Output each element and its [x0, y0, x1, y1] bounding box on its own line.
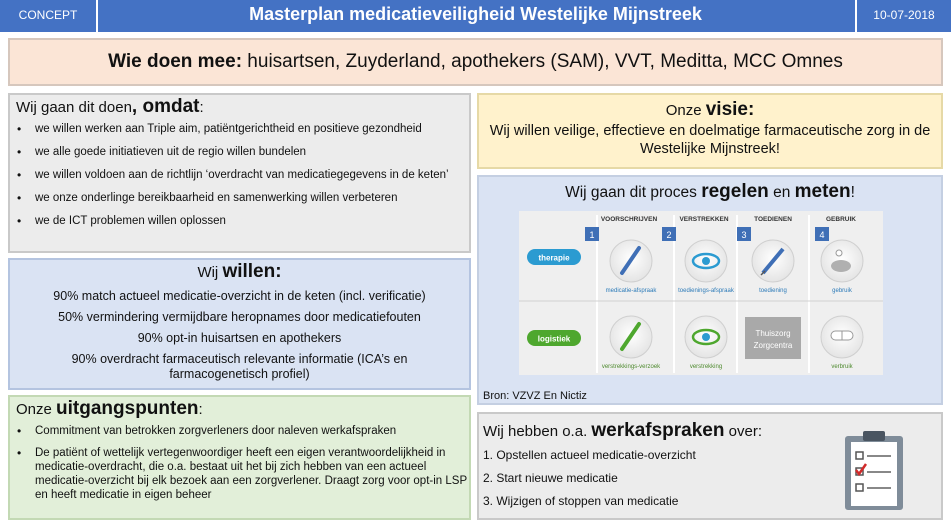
header-bar [0, 0, 951, 32]
list-item: 1. Opstellen actueel medicatie-overzicht [483, 448, 696, 462]
list-item: • we de ICT problemen willen oplossen [35, 214, 469, 228]
source-label: Bron: VZVZ En Nictiz [483, 390, 587, 402]
clipboard-checklist-icon [841, 428, 907, 512]
list-item: • we willen voldoen aan de richtlijn ‘overdracht van medicatiegegevens in de keten’ [35, 168, 469, 182]
cell-label: toedienings-afspraak [678, 288, 734, 294]
column-header: VERSTREKKEN [679, 216, 729, 223]
omdat-heading-post: : [199, 99, 204, 116]
goal-item: 90% opt-in huisartsen en apothekers [137, 331, 342, 345]
goal-item: 90% match actueel medicatie-overzicht in de keten (incl. verificatie) [53, 289, 426, 303]
process-diagram [479, 209, 941, 377]
date-label: 10-07-2018 [855, 0, 951, 32]
list-item: • we alle goede initiatieven uit de regio willen bundelen [35, 145, 469, 159]
proces-heading-mid: en [768, 184, 795, 201]
svg-text:Thuiszorg: Thuiszorg [755, 329, 791, 338]
column-header: VOORSCHRIJVEN [600, 216, 658, 223]
visie-heading [479, 99, 941, 121]
visie-box [477, 93, 943, 169]
pills-icon [821, 316, 863, 358]
willen-heading-pre: Wij [197, 264, 223, 281]
step-badge [815, 227, 829, 241]
cell-label: verstrekking [689, 364, 723, 370]
cell-label: medicatie-afspraak [605, 288, 657, 294]
proces-heading-pre: Wij gaan dit proces [565, 184, 702, 201]
list-item: • De patiënt of wettelijk vertegenwoordiger heeft een eigen verantwoordelijkheid in medicatie-overdracht, die o.a. bestaat uit het bij zich hebben van een actueel medicatie-overzicht bij elk bezoek aan een zorgverlener. Draagt zorg voor opt-in LSP en heeft medicatie in eigen beheer [35, 446, 469, 502]
proces-heading-bold-1: regelen [701, 181, 769, 202]
participants-box [8, 38, 943, 86]
proces-box [477, 175, 943, 405]
step-badge [662, 227, 676, 241]
werkafspraken-heading-bold: werkafspraken [591, 420, 725, 441]
column-header: GEBRUIK [826, 216, 856, 223]
row-label-logistiek [527, 330, 581, 346]
uitgangspunten-heading-pre: Onze [16, 401, 57, 418]
omdat-list [10, 122, 469, 228]
proces-heading-post: ! [850, 184, 855, 201]
goal-item: 90% overdracht farmaceutisch relevante informatie (ICA’s en farmacogenetisch profiel) [71, 352, 408, 381]
cell-label: toediening [759, 288, 787, 294]
visie-text: Wij willen veilige, effectieve en doelmatige farmaceutische zorg in de Westelijke Mijnstreek! [489, 123, 931, 157]
svg-text:2: 2 [666, 230, 672, 240]
uitgangspunten-heading-bold: uitgangspunten [56, 398, 199, 419]
list-item: 2. Start nieuwe medicatie [483, 471, 618, 485]
uitgangspunten-box [8, 395, 471, 520]
svg-text:1: 1 [589, 230, 595, 240]
participants-text: huisartsen, Zuyderland, apothekers (SAM), VVT, Meditta, MCC Omnes [242, 51, 843, 72]
omdat-heading-bold: , omdat [131, 96, 200, 117]
hand-pill-icon [821, 240, 863, 282]
svg-text:logistiek: logistiek [537, 334, 571, 344]
werkafspraken-box [477, 412, 943, 520]
pen-icon [610, 240, 652, 282]
column-header: TOEDIENEN [754, 216, 792, 223]
willen-heading [10, 260, 469, 283]
proces-heading-bold-2: meten [794, 181, 851, 202]
proces-heading [479, 181, 941, 203]
page-title: Masterplan medicatieveiligheid Westelijke Mijnstreek [249, 4, 702, 24]
visie-heading-pre: Onze [665, 102, 706, 119]
list-item: • Commitment van betrokken zorgverleners door naleven werkafspraken [35, 424, 469, 438]
svg-text:therapie: therapie [538, 253, 570, 263]
cell-label: verbruik [831, 364, 853, 370]
uitgangspunten-heading [10, 397, 469, 421]
werkafspraken-heading-pre: Wij hebben o.a. [483, 423, 592, 440]
svg-text:Zorgcentra: Zorgcentra [753, 341, 793, 350]
pen-icon [610, 316, 652, 358]
participants-label: Wie doen mee: [108, 51, 243, 72]
cell-label: gebruik [832, 288, 852, 294]
syringe-icon [752, 240, 794, 282]
list-item: • we onze onderlinge bereikbaarheid en samenwerking willen verbeteren [35, 191, 469, 205]
willen-box [8, 258, 471, 390]
row-label-therapie [527, 249, 581, 265]
cell-label: verstrekkings-verzoek [601, 364, 661, 370]
svg-text:3: 3 [741, 230, 747, 240]
werkafspraken-heading-post: over: [724, 423, 762, 440]
omdat-heading [10, 95, 469, 119]
concept-label: CONCEPT [0, 0, 98, 32]
step-badge [737, 227, 751, 241]
svg-text:4: 4 [819, 230, 825, 240]
uitgangspunten-heading-post: : [198, 401, 203, 418]
omdat-heading-pre: Wij gaan dit doen [16, 99, 132, 116]
thuiszorg-box [745, 317, 801, 359]
goal-item: 50% vermindering vermijdbare heropnames door medicatiefouten [58, 310, 421, 324]
willen-heading-bold: willen: [222, 261, 282, 282]
uitgangspunten-list [10, 424, 469, 502]
visie-heading-bold: visie: [705, 99, 755, 120]
list-item: 3. Wijzigen of stoppen van medicatie [483, 494, 679, 508]
list-item: • we willen werken aan Triple aim, patiëntgerichtheid en positieve gezondheid [35, 122, 469, 136]
step-badge [585, 227, 599, 241]
omdat-box [8, 93, 471, 253]
eye-icon [685, 316, 727, 358]
eye-icon [685, 240, 727, 282]
